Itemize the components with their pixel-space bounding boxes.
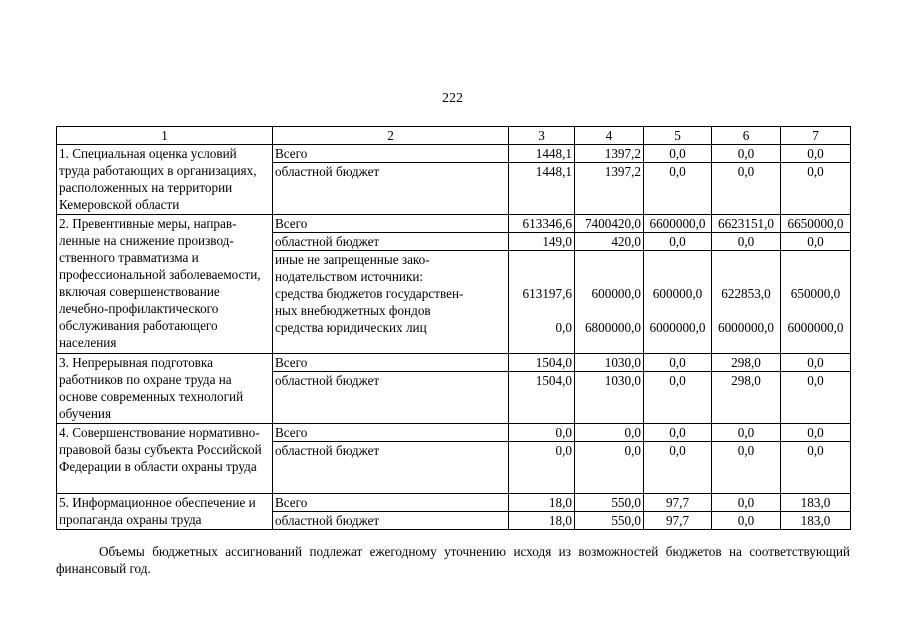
header-row	[57, 127, 851, 145]
value-cell: 97,7	[644, 512, 712, 530]
table-row	[57, 354, 851, 372]
budget-table	[56, 126, 851, 530]
value-cell: 1504,0	[509, 354, 575, 372]
value-cell: 0,0	[781, 372, 851, 424]
source-cell: областной бюджет	[273, 512, 509, 530]
state-funds-value: 622853,0	[721, 286, 771, 301]
value-cell: 6650000,0	[781, 215, 851, 233]
value-cell: 1448,1	[509, 145, 575, 163]
source-cell: Всего	[273, 215, 509, 233]
value-cell: 0,0	[781, 424, 851, 442]
value-cell: 0,0	[509, 442, 575, 494]
page-number: 222	[442, 91, 463, 106]
column-header: 5	[644, 127, 712, 145]
value-cell: 97,7	[644, 494, 712, 512]
value-cell	[781, 251, 851, 354]
value-cell: 420,0	[575, 233, 644, 251]
value-cell: 0,0	[781, 442, 851, 494]
state-funds-value: 600000,0	[591, 286, 641, 301]
value-cell: 149,0	[509, 233, 575, 251]
column-header: 1	[57, 127, 273, 145]
value-cell: 6623151,0	[712, 215, 781, 233]
table-row	[57, 424, 851, 442]
value-cell: 0,0	[712, 145, 781, 163]
column-header: 3	[509, 127, 575, 145]
value-cell: 0,0	[712, 424, 781, 442]
value-cell: 183,0	[781, 512, 851, 530]
source-cell: Всего	[273, 145, 509, 163]
column-header: 7	[781, 127, 851, 145]
value-cell: 18,0	[509, 512, 575, 530]
value-cell: 0,0	[644, 372, 712, 424]
value-cell: 0,0	[575, 442, 644, 494]
value-cell: 550,0	[575, 494, 644, 512]
other-sources-line: ных внебюджетных фондов	[275, 303, 431, 318]
value-cell: 1448,1	[509, 163, 575, 215]
value-cell: 0,0	[781, 233, 851, 251]
source-cell: Всего	[273, 354, 509, 372]
source-cell: областной бюджет	[273, 163, 509, 215]
other-sources-cell	[273, 251, 509, 354]
value-cell: 0,0	[644, 424, 712, 442]
other-sources-line: средства юридических лиц	[275, 320, 427, 335]
source-cell: областной бюджет	[273, 372, 509, 424]
value-cell: 1030,0	[575, 372, 644, 424]
value-cell: 298,0	[712, 354, 781, 372]
value-cell: 0,0	[644, 233, 712, 251]
value-cell: 6600000,0	[644, 215, 712, 233]
value-cell: 1504,0	[509, 372, 575, 424]
state-funds-value: 613197,6	[522, 286, 572, 301]
source-cell: областной бюджет	[273, 233, 509, 251]
legal-entities-value: 0,0	[555, 320, 572, 335]
value-cell: 0,0	[712, 233, 781, 251]
value-cell: 0,0	[781, 354, 851, 372]
value-cell: 0,0	[509, 424, 575, 442]
value-cell: 0,0	[781, 163, 851, 215]
value-cell: 550,0	[575, 512, 644, 530]
task-cell: 5. Информационное обеспечение и пропаганда охраны труда	[57, 494, 273, 530]
other-sources-line: иные не запрещенные зако-	[275, 252, 430, 267]
value-cell: 0,0	[781, 145, 851, 163]
value-cell: 1397,2	[575, 145, 644, 163]
value-cell: 0,0	[575, 424, 644, 442]
legal-entities-value: 6000000,0	[649, 320, 706, 335]
state-funds-value: 600000,0	[652, 286, 703, 301]
source-cell: Всего	[273, 424, 509, 442]
task-cell: 3. Непрерывная подготовка работников по охране труда на основе современных технологий обучения	[57, 354, 273, 424]
task-cell: 4. Совершенствование нормативно-правовой базы субъекта Российской Федерации в области охраны труда	[57, 424, 273, 494]
value-cell: 0,0	[712, 163, 781, 215]
value-cell: 183,0	[781, 494, 851, 512]
value-cell	[509, 251, 575, 354]
value-cell: 613346,6	[509, 215, 575, 233]
column-header: 4	[575, 127, 644, 145]
value-cell: 0,0	[712, 494, 781, 512]
value-cell: 7400420,0	[575, 215, 644, 233]
source-cell: областной бюджет	[273, 442, 509, 494]
value-cell	[644, 251, 712, 354]
column-header: 2	[273, 127, 509, 145]
task-cell: 1. Специальная оценка условий труда работающих в организациях, расположенных на территории Кемеровской области	[57, 145, 273, 215]
value-cell: 0,0	[712, 442, 781, 494]
column-header: 6	[712, 127, 781, 145]
value-cell: 298,0	[712, 372, 781, 424]
state-funds-value: 650000,0	[790, 286, 841, 301]
source-cell: Всего	[273, 494, 509, 512]
legal-entities-value: 6800000,0	[584, 320, 641, 335]
table-row	[57, 494, 851, 512]
value-cell: 0,0	[644, 163, 712, 215]
value-cell: 1397,2	[575, 163, 644, 215]
value-cell: 0,0	[712, 512, 781, 530]
value-cell: 0,0	[644, 145, 712, 163]
value-cell: 0,0	[644, 354, 712, 372]
footnote: Объемы бюджетных ассигнований подлежат ежегодному уточнению исходя из возможностей бюджетов на соответствующий финансовый год.	[56, 544, 850, 577]
other-sources-line: средства бюджетов государствен-	[275, 286, 464, 301]
value-cell: 18,0	[509, 494, 575, 512]
table-row	[57, 215, 851, 233]
task-cell: 2. Превентивные меры, направленные на снижение производственного травматизма и профессиональной заболеваемости, включая совершенствование лечебно-профилактического обслуживания работающего населения	[57, 215, 273, 354]
value-cell	[712, 251, 781, 354]
other-sources-line: нодательством источники:	[275, 269, 424, 284]
value-cell: 1030,0	[575, 354, 644, 372]
value-cell	[575, 251, 644, 354]
legal-entities-value: 6000000,0	[787, 320, 844, 335]
table-row	[57, 145, 851, 163]
legal-entities-value: 6000000,0	[717, 320, 775, 335]
value-cell: 0,0	[644, 442, 712, 494]
